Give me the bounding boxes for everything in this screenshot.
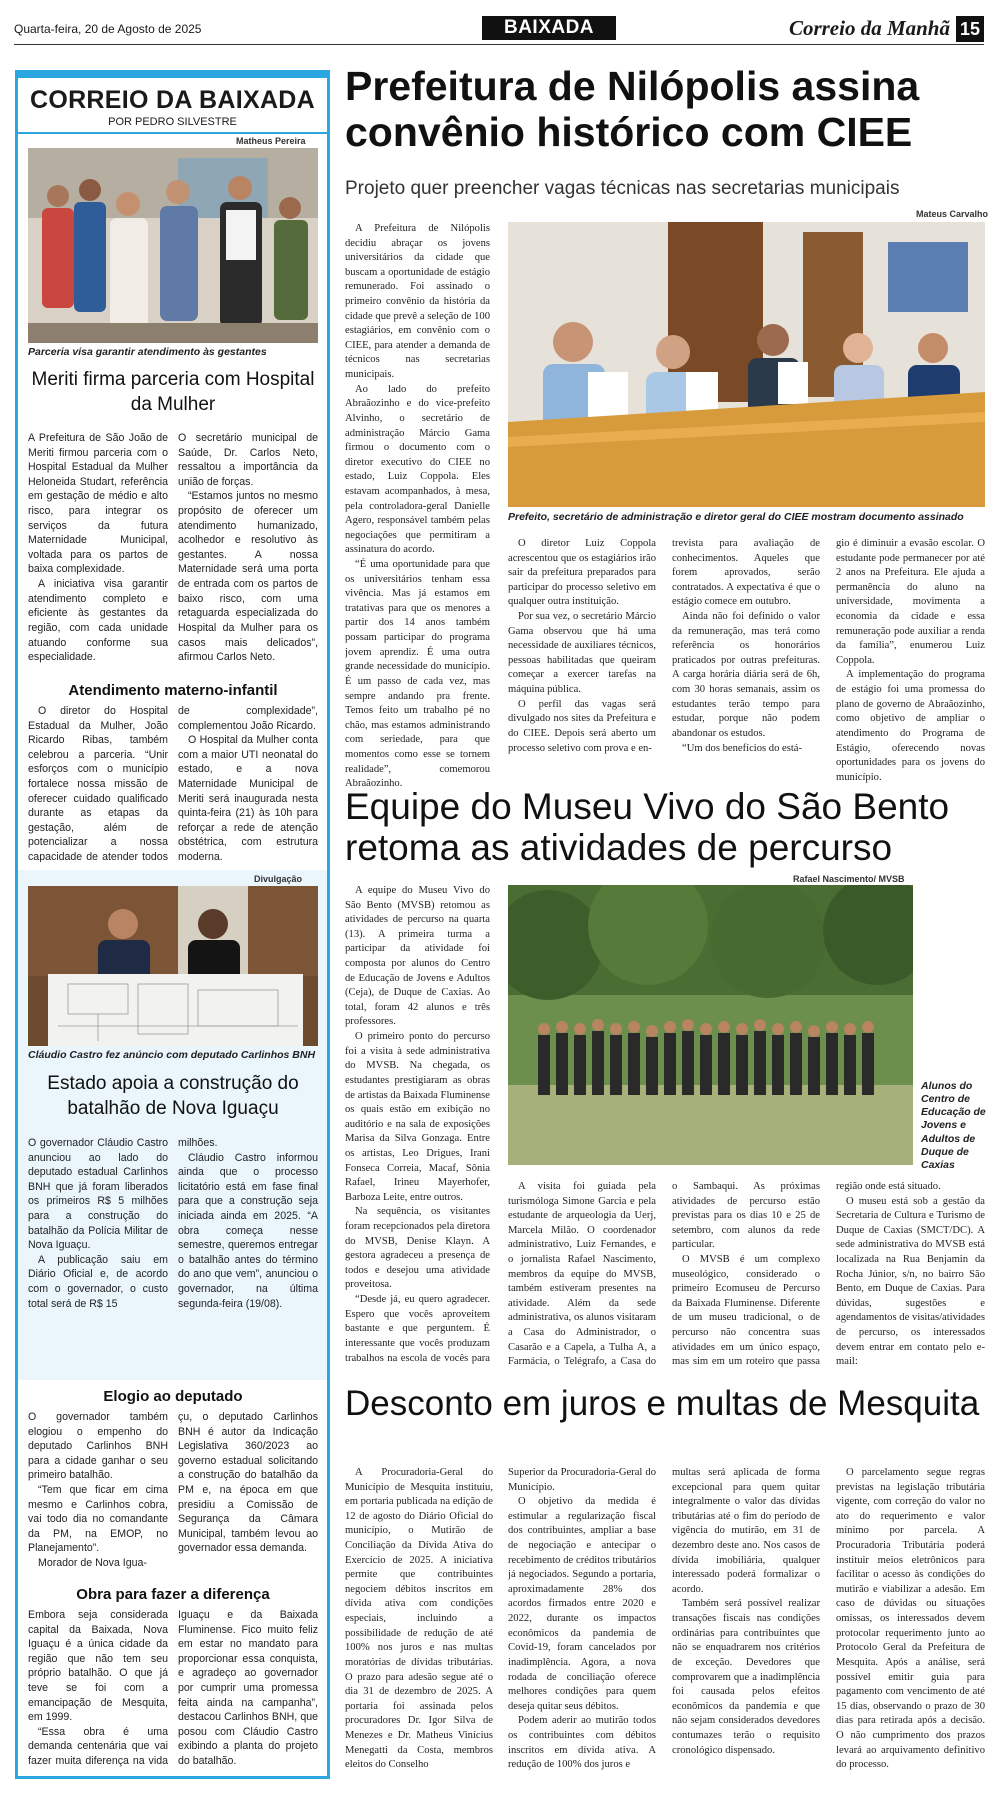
paragraph: o Sambaqui. As próximas atividades de percurso estão previstas para os dias 10 e 25 de setembro, com alunos da rede particular. (672, 1181, 820, 1251)
article-headline: Prefeitura de Nilópolis assina convênio histórico com CIEE (345, 63, 920, 155)
story-subheading: Elogio ao deputado (103, 1388, 243, 1405)
photo-credit: Matheus Pereira (236, 136, 306, 146)
paragraph: O secretário municipal de Saúde, Dr. Carlos Neto, ressaltou a importância da união de forças. (178, 432, 318, 488)
edition-date: Quarta-feira, 20 de Agosto de 2025 (14, 22, 202, 36)
column-divider (18, 132, 327, 134)
photo-caption: Parceria visa garantir atendimento às gestantes (28, 346, 267, 358)
story-text-column (178, 431, 318, 676)
article-text-column (345, 222, 490, 994)
article-text-column (836, 1466, 985, 1784)
paragraph: Embora seja considerada capital da Baixada, Nova Iguaçu é a única cidade da região que não tem seu próprio batalhão. O que já teve se foi com a emancipação de Mesquita, em 1999. (28, 1609, 168, 1724)
group-outdoor-illustration (508, 885, 913, 1165)
paragraph: O diretor do Hospital Estadual da Mulher, João Ricardo Ribas, também celebrou a parceria. “Unir esforços com o município fortalece nossa missão de oferecer cuidado qualificado durante as etapas da gestação, além de potencializar a nossa capacidade de atender todos (28, 705, 168, 862)
story-subheading: Obra para fazer a diferença (76, 1586, 270, 1603)
section-label: BAIXADA (482, 16, 616, 40)
paragraph: “Essa obra é uma demanda centenária que vai fazer muita diferença na vida (28, 1725, 168, 1768)
photo-credit: Rafael Nascimento/ MVSB (793, 874, 905, 884)
article-text-column (345, 884, 490, 1364)
paragraph: Podem aderir ao mutirão todos os contribuintes com débitos inscritos em dívida ativa. A redução de 100% dos juros e (508, 1715, 656, 1771)
paragraph: milhões. (178, 1137, 218, 1149)
paragraph: A equipe do Museu Vivo do São Bento (MVSB) retomou as atividades de percurso na quarta (13). A primeira turma a participar da atividade foi composta por alunos do Centro de Educação de Jovens e Adultos (Ceja), de Duque de Caxias. Ao total, foram 42 alunos e três professores. (345, 885, 490, 1028)
paragraph: A Prefeitura de São João de Meriti firmou parceria com o Hospital Estadual da Mulher Heloneida Studart, referência em gestação de médio e alto risco, para integrar os serviços da futura Maternidade Municipal, voltada para os partos de baixa complexidade. (28, 432, 168, 576)
paragraph: A Prefeitura de Nilópolis decidiu abraçar os jovens universitários da cidade que buscam a oportunidade de estágio remunerado. Foi assinado o primeiro convênio da história da cidade que prevê a seleção de 100 estagiários, em convênio com o CIEE, para atender a demanda de técnicos nas secretarias municipais. (345, 223, 490, 381)
article-headline: Desconto em juros e multas de Mesquita (345, 1384, 980, 1423)
paragraph: Ainda não foi definido o valor da remuneração, mas terá como referência os honorários praticados por outras prefeituras. A carga horária diária será de 6h, com 30 horas semanais, assim os estudantes terão tempo para estudar, porque não podem abandonar os estudos. (672, 611, 820, 739)
paragraph: “Tem que ficar em cima mesmo e Carlinhos cobra, vai todo dia no comandante da PM, na EMOP, no Planejamento”. (28, 1484, 168, 1555)
story-subheading: Atendimento materno-infantil (68, 682, 278, 699)
page-header (14, 16, 984, 44)
article-text-column (345, 1466, 493, 1784)
story-text-column (28, 1410, 168, 1582)
article-headline: Equipe do Museu Vivo do São Bento retoma as atividades de percurso (345, 786, 950, 869)
story-text-column (178, 1136, 318, 1376)
article-text-column (508, 1180, 656, 1370)
paragraph: Ao lado do prefeito Abraãozinho e do vice-prefeito Alvinho, o secretário de administração Márcio Gama firmou o documento com o diretor executivo do CIEE no estado, Luiz Coppola. Eles estavam acompanhados, à mesa, pela controladora-geral Danielle Agero, responsável também pelas negociações que permitiram a assinatura do acordo. (345, 383, 490, 556)
article-text-column (508, 1466, 656, 1784)
paragraph: Cláudio Castro informou ainda que o processo licitatório está em fase final para que a construção seja iniciada ainda em 2025. “A obra começa nesse semestre, queremos entregar o batalhão antes do término do ano que vem”, anunciou o governador, na última segunda-feira (19/08). (178, 1151, 318, 1310)
paragraph: trevista para avaliação de conhecimentos. Aqueles que forem aprovados, serão contratados. A expectativa é que o estágio comece em outubro. (672, 538, 820, 608)
paragraph: A publicação saiu em Diário Oficial e, de acordo com o governador, o custo total será de R$ 15 (28, 1253, 168, 1310)
paragraph: região onde está situado. (836, 1181, 941, 1192)
story-text-column (28, 431, 168, 676)
column-title: CORREIO DA BAIXADA (29, 86, 316, 114)
paragraph: O MVSB é um complexo museológico, considerado o primeiro Ecomuseu de Percurso da Baixada Fluminense. Diferente de um museu tradicional, o de percurso não concentra suas atividades em um único espaço, mas sim em um roteiro que passa (672, 1254, 820, 1368)
plan-photo-illustration (28, 886, 318, 1046)
sidebar-column (15, 74, 330, 1779)
paragraph: gio é diminuir a evasão escolar. O estudante pode permanecer por até 2 anos na Prefeitura. Ele ajuda a permanência do aluno na universidade, movimenta a economia da cidade e essa remuneração pode auxiliar a renda da família”, enumerou Luiz Coppola. (836, 538, 985, 666)
paragraph: A visita foi guiada pela turismóloga Simone Garcia e pela estudante de arqueologia da Uerj, Marcela Milão. O coordenador administrativo, Luiz Fernandes, e o jornalista Rafael Nascimento, membros da equipe do MVSB, também estiveram presentes na atividade. Além da sede administrativa, os alunos visitaram a Casa do Administrador, o Casarão e a Capela, a Tulha A, a Farmácia, o Telégrafo, a Casa do (508, 1181, 656, 1368)
paragraph: O primeiro ponto do percurso foi a visita à sede administrativa do MVSB. Na chegada, os estudantes prestigiaram as obras de artistas da Baixada Fluminense os quais estão em exibição no auditório e na sala de exposições Marisa da Silva Gonzaga. Entre os artistas, Leo Drigues, Irani Fonseca Correia, Macaf, Sônia Rafael, Irineu Mayerhofer, Barboza Leite, entre outros. (345, 1031, 490, 1203)
column-author: POR PEDRO SILVESTRE (108, 116, 237, 128)
story-headline: Meriti firma parceria com Hospital da Mulher (31, 369, 315, 415)
photo-caption: Prefeito, secretário de administração e diretor geral do CIEE mostram documento assinado (508, 511, 964, 523)
paragraph: O governador também elogiou o empenho do deputado Carlinhos BNH para a cidade ganhar o seu primeiro batalhão. (28, 1411, 168, 1482)
paragraph: O objetivo da medida é estimular a regularização fiscal dos contribuintes, ampliar a base de negociação e antecipar o recebimento de créditos tributários já negociados. Segundo a portaria, aproximadamente 28% dos acordos firmados entre 2020 e 2022, durante os impactos econômicos da pandemia de Covid-19, foram cancelados por inadimplência. Agora, a nova rodada de conciliação oferece melhores condições para quem deseja quitar seus débitos. (508, 1496, 656, 1712)
group-photo-illustration (28, 148, 318, 343)
paragraph: A iniciativa visa garantir atendimento completo e eficiente às gestantes da região, com cada unidade atuando conforme sua especialidade. (28, 578, 168, 664)
story-text-column (178, 704, 318, 862)
signing-photo-illustration (508, 222, 985, 507)
paragraph: Também será possível realizar transações fiscais nas condições ordinárias para contribuintes que não se enquadrarem nos critérios de exceção. Devedores que comprovarem que a inadimplência foi causada pelos efeitos econômicos da pandemia e que não sejam considerados devedores contumazes terão o requisito cronológico dispensado. (672, 1598, 820, 1756)
story-text-column (28, 1136, 168, 1376)
paragraph: “Desde já, eu quero agradecer. Espero que vocês aproveitem bastante e que perguntem. É interessante que vocês produzam trabalhos na escola de vocês para (345, 1294, 490, 1364)
story-text-column (178, 1608, 318, 1770)
photo-credit: Divulgação (254, 874, 303, 884)
paragraph: de complexidade”, complementou João Ricardo. (178, 705, 318, 732)
photo-caption: Alunos do Centro de Educação de Jovens e Adultos de Duque de Caxias (921, 1080, 986, 1171)
article-text-column (672, 1180, 820, 1370)
paragraph: “Estamos juntos no mesmo propósito de oferecer um atendimento humanizado, acolhedor e resolutivo às gestantes. A nossa Maternidade será uma porta de entrada com os partos de baixo risco, com uma retaguarda especializada do Hospital da Mulher para os casos mais delicados”, afirmou Carlos Neto. (178, 490, 318, 664)
nilopolis-signing-photo (508, 222, 985, 507)
paragraph: Iguaçu e da Baixada Fluminense. Fico muito feliz em estar no mandato para proporcionar essa conquista, e agradeço ao governador por cumprir uma promessa feita ainda na campanha”, destacou Carlinhos BNH, que posou com Cláudio Castro exibindo a planta do projeto do batalhão. (178, 1609, 318, 1768)
story-text-column (28, 704, 168, 862)
story-text-column (178, 1410, 318, 1582)
newspaper-name: Correio da Manhã (788, 16, 950, 40)
paragraph: “É uma oportunidade para que os universitários tenham essa vivência. Mas já estamos em tratativas para que os menores a partir dos 14 anos também possam participar do programa jovem aprendiz. É uma outra grande necessidade do município. É um passo de cada vez, mas sempre andando pra frente. Temos feito um trabalho pé no chão, mas estamos administrando com seriedade, para que momentos como esse se tornem realidade”, comemorou Abraãozinho. (345, 559, 490, 790)
paragraph: O diretor Luiz Coppola acrescentou que os estagiários irão sair da prefeitura preparados para participar do processo seletivo em qualquer outra instituição. (508, 538, 656, 608)
paragraph: Morador de Nova Igua- (38, 1557, 147, 1570)
article-text-column (672, 1466, 820, 1784)
paragraph: Superior da Procuradoria-Geral do Município. (508, 1467, 656, 1493)
paragraph: O Hospital da Mulher conta com a maior UTI neonatal do estado, e a nova Maternidade Municipal de Meriti será inaugurada nesta quinta-feira (21) às 10h para reforçar a rede de atenção obstétrica, com estrutura moderna. (178, 734, 318, 862)
article-text-column (836, 1180, 985, 1370)
paragraph: O governador Cláudio Castro anunciou ao lado do deputado estadual Carlinhos BNH que já foram liberados os primeiros R$ 5 milhões para a construção do batalhão da Polícia Militar de Nova Iguaçu. (28, 1137, 168, 1252)
paragraph: O perfil das vagas será divulgado nos sites da Prefeitura e do CIEE. Depois será aberto um processo seletivo com prova e en- (508, 698, 656, 754)
paragraph: çu, o deputado Carlinhos BNH é autor da Indicação Legislativa 360/2023 ao governo estadual solicitando a construção do batalhão da PM e, na época em que presidiu a Comissão de Segurança da Câmara Municipal, também levou ao governador essa demanda. (178, 1411, 318, 1555)
photo-credit: Mateus Carvalho (916, 209, 989, 219)
meriti-hospital-photo (28, 148, 318, 343)
paragraph: Na sequência, os visitantes foram recepcionados pela diretora do MVSB, Denise Klayn. A gestora agradeceu a presença de todos e desejou uma atividade proveitosa. (345, 1206, 490, 1291)
paragraph: O parcelamento segue regras previstas na legislação tributária vigente, com correção do valor no ato do requerimento e valor mínimo por parcela. A Procuradoria Tributária poderá instituir meios eletrônicos para facilitar o acesso às condições do mutirão e viabilizar a adesão. Em caso de dúvidas ou situações omissas, os interessados devem protocolar requerimento junto ao Protocolo Geral da Prefeitura de Mesquita. Após a análise, será possível emitir guia para pagamento com vencimento de até 15 dias, observando o prazo de 30 dias para retirada após a decisão. O não cumprimento dos prazos levará ao arquivamento definitivo do processo. (836, 1467, 985, 1771)
paragraph: “Um dos benefícios do está- (682, 742, 803, 754)
museu-group-photo (508, 885, 913, 1165)
paragraph: A Procuradoria-Geral do Município de Mesquita instituiu, em portaria publicada na edição de 12 de agosto do Diário Oficial do município, o Mutirão de Conciliação da Dívida Ativa do Exercício de 2025. A iniciativa permite que contribuintes negociem débitos inscritos em dívida ativa com condições especiais, incluindo a possibilidade de redução de até 100% nos juros e nas multas moratórias de dívidas tributárias. O prazo para adesão segue até o dia 31 de dezembro de 2025. A portaria foi assinada pelos procuradores Dr. Igor Silva de Menezes e Dr. Matheus Vinícius Menegatti da Costa, membros eleitos do Conselho (345, 1467, 493, 1771)
photo-caption: Cláudio Castro fez anúncio com deputado Carlinhos BNH (28, 1049, 316, 1061)
paragraph: A implementação do programa de estágio foi uma promessa do plano de governo de Abraãozinho, como objetivo de ampliar o atendimento do Programa de Estágio, oferecendo novas oportunidades para os jovens do município. (836, 669, 985, 783)
story-text-column (28, 1608, 168, 1770)
article-subheadline: Projeto quer preencher vagas técnicas nas secretarias municipais (345, 178, 900, 199)
paragraph: Por sua vez, o secretário Márcio Gama observou que há uma necessidade de auxiliares técnicos, pessoas habilitadas que queiram começar a exercer tarefas na máquina pública. (508, 611, 656, 696)
story-headline: Estado apoia a construção do batalhão de Nova Iguaçu (47, 1073, 299, 1119)
paragraph: O museu está sob a gestão da Secretaria de Cultura e Turismo de Duque de Caxias (SMCT/DC). A sede administrativa do MVSB está localizada na Rua Benjamin da Rocha Júnior, s/n, no bairro São Bento, em Duque de Caxias. Para dúvidas, sugestões e agendamentos de visitas/atividades de percurso, os interessados devem entrar em contato pelo e-mail: (836, 1195, 985, 1368)
batalhao-photo (28, 886, 318, 1046)
page-number: 15 (956, 16, 984, 42)
header-rule (14, 44, 984, 45)
paragraph: multas será aplicada de forma excepcional para quem quitar integralmente o valor das dívidas tributárias até o fim do período de vigência do mutirão, em 31 de dezembro deste ano. Nos casos de dívida imobiliária, qualquer interessado poderá formalizar o acordo. (672, 1467, 820, 1595)
